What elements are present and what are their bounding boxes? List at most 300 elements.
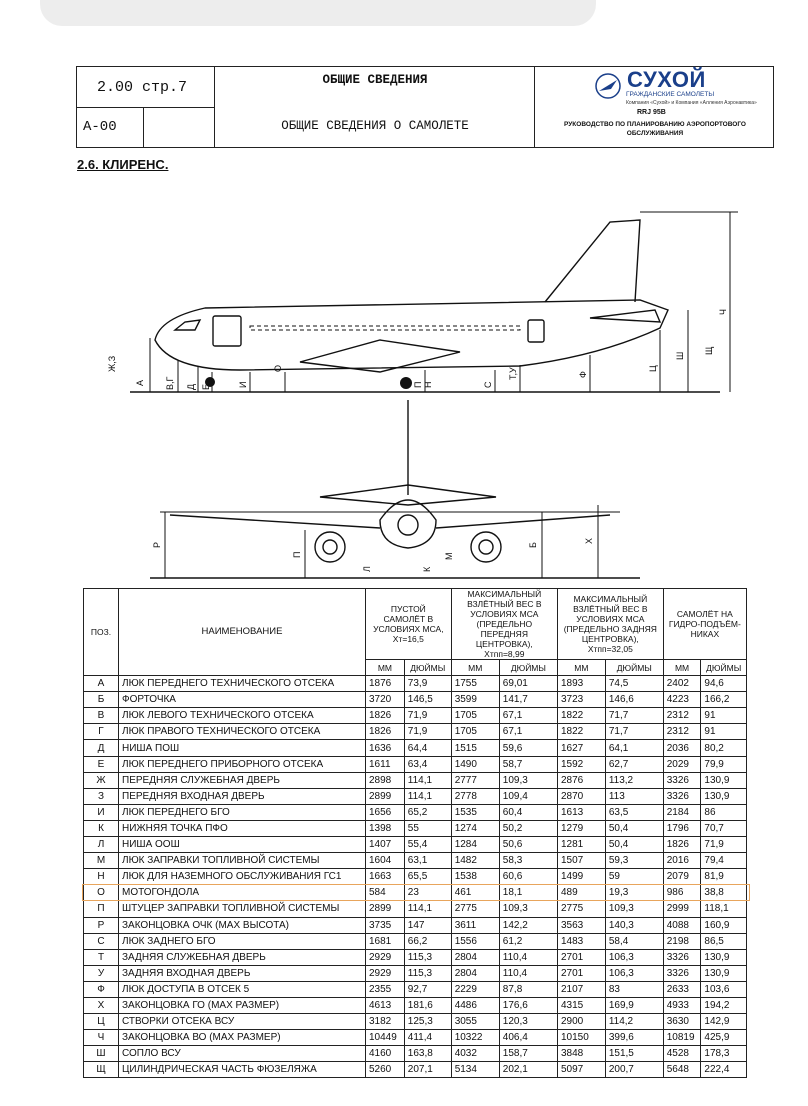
- row-value: 2312: [663, 708, 701, 724]
- row-position: К: [84, 820, 119, 836]
- row-name: СТВОРКИ ОТСЕКА ВСУ: [119, 1014, 366, 1030]
- row-value: 55,4: [404, 837, 451, 853]
- side-label: С: [483, 381, 493, 388]
- table-row: [84, 837, 747, 853]
- row-value: 147: [404, 917, 451, 933]
- row-value: 142,9: [701, 1014, 747, 1030]
- row-value: 130,9: [701, 772, 747, 788]
- aircraft-front-view: [170, 400, 610, 562]
- row-position: Л: [84, 837, 119, 853]
- row-value: 2229: [451, 981, 499, 997]
- row-name: МОТОГОНДОЛА: [119, 885, 366, 901]
- row-position: Д: [84, 740, 119, 756]
- row-value: 80,2: [701, 740, 747, 756]
- row-value: 1826: [663, 837, 701, 853]
- row-value: 50,6: [499, 837, 557, 853]
- row-value: 178,3: [701, 1046, 747, 1062]
- row-value: 1755: [451, 676, 499, 692]
- row-value: 2016: [663, 853, 701, 869]
- row-value: 106,3: [605, 965, 663, 981]
- row-value: 83: [605, 981, 663, 997]
- row-position: О: [84, 885, 119, 901]
- row-value: 10322: [451, 1030, 499, 1046]
- front-label: Л: [362, 566, 372, 572]
- row-value: 461: [451, 885, 499, 901]
- row-value: 4613: [366, 997, 405, 1013]
- row-name: ЛЮК ДОСТУПА В ОТСЕК 5: [119, 981, 366, 997]
- header-max-front: МАКСИМАЛЬНЫЙ ВЗЛЁТНЫЙ ВЕС В УСЛОВИЯХ МСА (ПРЕДЕЛЬНО ПЕРЕДНЯЯ ЦЕНТРОВКА), Хтпп=8,99: [451, 589, 557, 660]
- table-row: [84, 965, 747, 981]
- row-value: 1284: [451, 837, 499, 853]
- browser-top-bar: [40, 0, 596, 26]
- row-name: НИЖНЯЯ ТОЧКА ПФО: [119, 820, 366, 836]
- row-value: 55: [404, 820, 451, 836]
- row-value: 63,1: [404, 853, 451, 869]
- front-label: М: [444, 552, 454, 560]
- row-value: 1681: [366, 933, 405, 949]
- row-value: 166,2: [701, 692, 747, 708]
- row-value: 10449: [366, 1030, 405, 1046]
- row-value: 61,2: [499, 933, 557, 949]
- row-value: 1507: [557, 853, 605, 869]
- row-name: ПЕРЕДНЯЯ СЛУЖЕБНАЯ ДВЕРЬ: [119, 772, 366, 788]
- row-position: Е: [84, 756, 119, 772]
- row-value: 2701: [557, 949, 605, 965]
- row-value: 74,5: [605, 676, 663, 692]
- row-value: 5648: [663, 1062, 701, 1078]
- table-row: [84, 708, 747, 724]
- row-value: 103,6: [701, 981, 747, 997]
- table-row: [84, 869, 747, 885]
- row-position: Щ: [84, 1062, 119, 1078]
- row-value: 59: [605, 869, 663, 885]
- row-name: ЛЮК ПЕРЕДНЕГО ПРИБОРНОГО ОТСЕКА: [119, 756, 366, 772]
- row-value: 71,9: [701, 837, 747, 853]
- header-unit: ДЮЙМЫ: [499, 660, 557, 676]
- row-value: 2198: [663, 933, 701, 949]
- row-value: 4223: [663, 692, 701, 708]
- row-value: 109,4: [499, 788, 557, 804]
- row-value: 1705: [451, 724, 499, 740]
- side-label: Т,У: [508, 367, 518, 380]
- row-value: 3182: [366, 1014, 405, 1030]
- row-value: 50,2: [499, 820, 557, 836]
- cabin-windows: [250, 326, 520, 330]
- row-position: В: [84, 708, 119, 724]
- side-label: И: [238, 381, 248, 388]
- row-value: 1274: [451, 820, 499, 836]
- row-value: 18,1: [499, 885, 557, 901]
- row-value: 1535: [451, 804, 499, 820]
- row-value: 1627: [557, 740, 605, 756]
- header-unit: ММ: [451, 660, 499, 676]
- row-value: 23: [404, 885, 451, 901]
- row-name: ЗАКОНЦОВКА ГО (MAX РАЗМЕР): [119, 997, 366, 1013]
- row-value: 1893: [557, 676, 605, 692]
- header-unit: ДЮЙМЫ: [701, 660, 747, 676]
- row-value: 130,9: [701, 965, 747, 981]
- row-position: Ц: [84, 1014, 119, 1030]
- front-label: Р: [152, 541, 162, 548]
- row-value: 69,01: [499, 676, 557, 692]
- row-value: 120,3: [499, 1014, 557, 1030]
- header-title: ОБЩИЕ СВЕДЕНИЯ: [322, 73, 428, 87]
- row-value: 2777: [451, 772, 499, 788]
- row-name: НИША ПОШ: [119, 740, 366, 756]
- table-row: [84, 917, 747, 933]
- table-row: [84, 804, 747, 820]
- row-name: ЛЮК ПЕРЕДНЕГО БГО: [119, 804, 366, 820]
- row-value: 73,9: [404, 676, 451, 692]
- row-value: 2107: [557, 981, 605, 997]
- row-name: ЦИЛИНДРИЧЕСКАЯ ЧАСТЬ ФЮЗЕЛЯЖА: [119, 1062, 366, 1078]
- row-position: М: [84, 853, 119, 869]
- row-value: 3563: [557, 917, 605, 933]
- table-row: [84, 1030, 747, 1046]
- table-row: [84, 756, 747, 772]
- row-value: 130,9: [701, 788, 747, 804]
- row-value: 194,2: [701, 997, 747, 1013]
- row-value: 176,6: [499, 997, 557, 1013]
- row-value: 114,1: [404, 788, 451, 804]
- row-value: 1611: [366, 756, 405, 772]
- sukhoi-logo-icon: [593, 71, 623, 101]
- row-value: 114,1: [404, 772, 451, 788]
- row-value: 1398: [366, 820, 405, 836]
- row-value: 425,9: [701, 1030, 747, 1046]
- row-value: 10150: [557, 1030, 605, 1046]
- row-value: 1483: [557, 933, 605, 949]
- table-row: [84, 676, 747, 692]
- row-value: 5134: [451, 1062, 499, 1078]
- row-value: 3723: [557, 692, 605, 708]
- row-value: 4486: [451, 997, 499, 1013]
- header-unit: ММ: [366, 660, 405, 676]
- row-name: ШТУЦЕР ЗАПРАВКИ ТОПЛИВНОЙ СИСТЕМЫ: [119, 901, 366, 917]
- row-value: 146,6: [605, 692, 663, 708]
- header-unit: ДЮЙМЫ: [404, 660, 451, 676]
- row-value: 200,7: [605, 1062, 663, 1078]
- side-label: Д: [186, 383, 196, 390]
- row-value: 118,1: [701, 901, 747, 917]
- row-value: 5097: [557, 1062, 605, 1078]
- row-value: 3326: [663, 949, 701, 965]
- row-value: 71,7: [605, 708, 663, 724]
- row-value: 2312: [663, 724, 701, 740]
- row-value: 584: [366, 885, 405, 901]
- row-value: 2929: [366, 965, 405, 981]
- row-value: 1279: [557, 820, 605, 836]
- row-value: 399,6: [605, 1030, 663, 1046]
- row-value: 113,2: [605, 772, 663, 788]
- logo-subtitle: ГРАЖДАНСКИЕ САМОЛЕТЫ: [626, 91, 715, 98]
- row-value: 181,6: [404, 997, 451, 1013]
- row-value: 2029: [663, 756, 701, 772]
- row-value: 91: [701, 724, 747, 740]
- revision-code: A-00: [83, 119, 117, 135]
- row-position: С: [84, 933, 119, 949]
- row-value: 87,8: [499, 981, 557, 997]
- header-max-rear: МАКСИМАЛЬНЫЙ ВЗЛЁТНЫЙ ВЕС В УСЛОВИЯХ МСА (ПРЕДЕЛЬНО ЗАДНЯЯ ЦЕНТРОВКА), Хтпп=32,05: [557, 589, 663, 660]
- row-value: 2876: [557, 772, 605, 788]
- row-value: 70,7: [701, 820, 747, 836]
- row-name: ЗАКОНЦОВКА ОЧК (MAX ВЫСОТА): [119, 917, 366, 933]
- row-position: П: [84, 901, 119, 917]
- row-value: 141,7: [499, 692, 557, 708]
- row-value: 2804: [451, 965, 499, 981]
- header-empty: ПУСТОЙ САМОЛЁТ В УСЛОВИЯХ МСА, Хт=16,5: [366, 589, 452, 660]
- row-value: 79,9: [701, 756, 747, 772]
- row-value: 60,6: [499, 869, 557, 885]
- front-label: Б: [528, 542, 538, 548]
- row-name: ПЕРЕДНЯЯ ВХОДНАЯ ДВЕРЬ: [119, 788, 366, 804]
- row-value: 1407: [366, 837, 405, 853]
- row-value: 3326: [663, 965, 701, 981]
- row-value: 406,4: [499, 1030, 557, 1046]
- row-value: 71,9: [404, 724, 451, 740]
- row-value: 50,4: [605, 837, 663, 853]
- row-value: 64,1: [605, 740, 663, 756]
- row-name: ЗАКОНЦОВКА ВО (MAX РАЗМЕР): [119, 1030, 366, 1046]
- row-value: 202,1: [499, 1062, 557, 1078]
- row-value: 58,7: [499, 756, 557, 772]
- row-value: 986: [663, 885, 701, 901]
- front-label: П: [292, 551, 302, 558]
- row-value: 2929: [366, 949, 405, 965]
- row-name: ЛЮК ДЛЯ НАЗЕМНОГО ОБСЛУЖИВАНИЯ ГС1: [119, 869, 366, 885]
- row-value: 1556: [451, 933, 499, 949]
- row-value: 1822: [557, 724, 605, 740]
- table-row: [84, 885, 747, 901]
- row-value: 1490: [451, 756, 499, 772]
- side-label: О: [273, 364, 283, 372]
- row-value: 114,1: [404, 901, 451, 917]
- row-position: У: [84, 965, 119, 981]
- row-value: 1538: [451, 869, 499, 885]
- row-position: Г: [84, 724, 119, 740]
- section-title: 2.6. КЛИРЕНС.: [77, 157, 169, 172]
- front-label: Х: [584, 537, 594, 544]
- row-position: Ж: [84, 772, 119, 788]
- row-value: 60,4: [499, 804, 557, 820]
- row-position: З: [84, 788, 119, 804]
- row-value: 114,2: [605, 1014, 663, 1030]
- row-value: 207,1: [404, 1062, 451, 1078]
- row-value: 94,6: [701, 676, 747, 692]
- row-value: 115,3: [404, 965, 451, 981]
- row-value: 10819: [663, 1030, 701, 1046]
- row-value: 411,4: [404, 1030, 451, 1046]
- side-label: Н: [423, 381, 433, 388]
- row-value: 2633: [663, 981, 701, 997]
- document-name-line: ОБСЛУЖИВАНИЯ: [626, 130, 684, 137]
- logo-company-line: Компания «Сухой» и Компания «Алления Аэронавтика»: [626, 100, 757, 106]
- row-position: Р: [84, 917, 119, 933]
- row-value: 1796: [663, 820, 701, 836]
- row-value: 1604: [366, 853, 405, 869]
- row-value: 2900: [557, 1014, 605, 1030]
- row-value: 3735: [366, 917, 405, 933]
- row-value: 86,5: [701, 933, 747, 949]
- row-position: Б: [84, 692, 119, 708]
- table-row: [84, 1014, 747, 1030]
- row-value: 63,5: [605, 804, 663, 820]
- row-value: 2778: [451, 788, 499, 804]
- row-value: 1592: [557, 756, 605, 772]
- row-position: Ф: [84, 981, 119, 997]
- row-value: 71,9: [404, 708, 451, 724]
- row-name: ФОРТОЧКА: [119, 692, 366, 708]
- row-position: Х: [84, 997, 119, 1013]
- clearance-drawing: [100, 200, 760, 585]
- row-value: 3611: [451, 917, 499, 933]
- row-value: 81,9: [701, 869, 747, 885]
- header-unit: ММ: [663, 660, 701, 676]
- table-row: [84, 901, 747, 917]
- row-value: 3630: [663, 1014, 701, 1030]
- row-value: 64,4: [404, 740, 451, 756]
- row-value: 58,4: [605, 933, 663, 949]
- row-value: 110,4: [499, 965, 557, 981]
- side-label: Ф: [578, 371, 588, 378]
- row-value: 151,5: [605, 1046, 663, 1062]
- row-value: 1613: [557, 804, 605, 820]
- logo-name: СУХОЙ: [627, 67, 706, 92]
- row-value: 3326: [663, 788, 701, 804]
- row-value: 158,7: [499, 1046, 557, 1062]
- table-row: [84, 1062, 747, 1078]
- side-label: П: [413, 381, 423, 388]
- table-row: [84, 772, 747, 788]
- row-value: 4032: [451, 1046, 499, 1062]
- row-value: 140,3: [605, 917, 663, 933]
- table-row: [84, 740, 747, 756]
- row-value: 62,7: [605, 756, 663, 772]
- aircraft-model: RRJ 95B: [637, 109, 666, 116]
- row-value: 65,5: [404, 869, 451, 885]
- row-value: 3055: [451, 1014, 499, 1030]
- header-unit: ММ: [557, 660, 605, 676]
- row-value: 4528: [663, 1046, 701, 1062]
- row-position: И: [84, 804, 119, 820]
- row-value: 109,3: [605, 901, 663, 917]
- row-name: ЛЮК ЛЕВОГО ТЕХНИЧЕСКОГО ОТСЕКА: [119, 708, 366, 724]
- side-label: Ш: [675, 351, 685, 360]
- row-value: 1876: [366, 676, 405, 692]
- row-value: 2870: [557, 788, 605, 804]
- row-value: 113: [605, 788, 663, 804]
- row-value: 4315: [557, 997, 605, 1013]
- row-value: 67,1: [499, 708, 557, 724]
- row-value: 109,3: [499, 772, 557, 788]
- header-jacks: САМОЛЁТ НА ГИДРО-ПОДЪЁМ-НИКАХ: [663, 589, 746, 660]
- aircraft-side-view: [155, 220, 668, 372]
- table-row: [84, 1046, 747, 1062]
- row-value: 1826: [366, 708, 405, 724]
- row-position: Н: [84, 869, 119, 885]
- row-value: 1499: [557, 869, 605, 885]
- page-reference: 2.00 стр.7: [97, 79, 188, 96]
- row-name: ЛЮК ЗАДНЕГО БГО: [119, 933, 366, 949]
- table-row: [84, 820, 747, 836]
- row-value: 67,1: [499, 724, 557, 740]
- row-value: 2899: [366, 788, 405, 804]
- row-value: 109,3: [499, 901, 557, 917]
- side-label: Е: [201, 383, 211, 390]
- row-value: 92,7: [404, 981, 451, 997]
- row-value: 110,4: [499, 949, 557, 965]
- row-value: 3720: [366, 692, 405, 708]
- row-value: 19,3: [605, 885, 663, 901]
- row-value: 1482: [451, 853, 499, 869]
- row-value: 59,6: [499, 740, 557, 756]
- table-row: [84, 933, 747, 949]
- row-value: 4933: [663, 997, 701, 1013]
- table-row: [84, 981, 747, 997]
- row-value: 3326: [663, 772, 701, 788]
- row-value: 142,2: [499, 917, 557, 933]
- row-value: 50,4: [605, 820, 663, 836]
- row-value: 1705: [451, 708, 499, 724]
- row-position: Т: [84, 949, 119, 965]
- table-row: [84, 997, 747, 1013]
- row-value: 130,9: [701, 949, 747, 965]
- row-value: 3848: [557, 1046, 605, 1062]
- row-name: ЛЮК ПРАВОГО ТЕХНИЧЕСКОГО ОТСЕКА: [119, 724, 366, 740]
- row-value: 79,4: [701, 853, 747, 869]
- row-value: 2402: [663, 676, 701, 692]
- side-label: Щ: [704, 346, 714, 355]
- table-row: [84, 692, 747, 708]
- row-value: 1656: [366, 804, 405, 820]
- clearance-table: [83, 588, 747, 1078]
- row-value: 3599: [451, 692, 499, 708]
- row-value: 1281: [557, 837, 605, 853]
- header-name: НАИМЕНОВАНИЕ: [119, 589, 366, 676]
- row-value: 125,3: [404, 1014, 451, 1030]
- row-value: 58,3: [499, 853, 557, 869]
- row-value: 2899: [366, 901, 405, 917]
- row-value: 38,8: [701, 885, 747, 901]
- row-value: 1515: [451, 740, 499, 756]
- row-name: ЗАДНЯЯ СЛУЖЕБНАЯ ДВЕРЬ: [119, 949, 366, 965]
- row-value: 4088: [663, 917, 701, 933]
- table-row: [84, 949, 747, 965]
- row-value: 2079: [663, 869, 701, 885]
- row-value: 63,4: [404, 756, 451, 772]
- header-pos: ПОЗ.: [84, 589, 119, 676]
- side-label: Ч: [718, 309, 728, 315]
- row-value: 66,2: [404, 933, 451, 949]
- row-name: НИША ООШ: [119, 837, 366, 853]
- row-value: 222,4: [701, 1062, 747, 1078]
- row-value: 2775: [557, 901, 605, 917]
- header-subtitle: ОБЩИЕ СВЕДЕНИЯ О САМОЛЕТЕ: [281, 119, 469, 133]
- document-name-line: РУКОВОДСТВО ПО ПЛАНИРОВАНИЮ АЭРОПОРТОВОГО: [564, 121, 746, 128]
- document-header: [76, 66, 774, 148]
- row-position: А: [84, 676, 119, 692]
- table-row: [84, 853, 747, 869]
- row-value: 91: [701, 708, 747, 724]
- row-value: 65,2: [404, 804, 451, 820]
- row-value: 2898: [366, 772, 405, 788]
- document-name: [539, 120, 771, 138]
- side-label: Ц: [648, 365, 658, 372]
- row-value: 2036: [663, 740, 701, 756]
- row-value: 2701: [557, 965, 605, 981]
- front-label: К: [422, 566, 432, 572]
- row-name: СОПЛО ВСУ: [119, 1046, 366, 1062]
